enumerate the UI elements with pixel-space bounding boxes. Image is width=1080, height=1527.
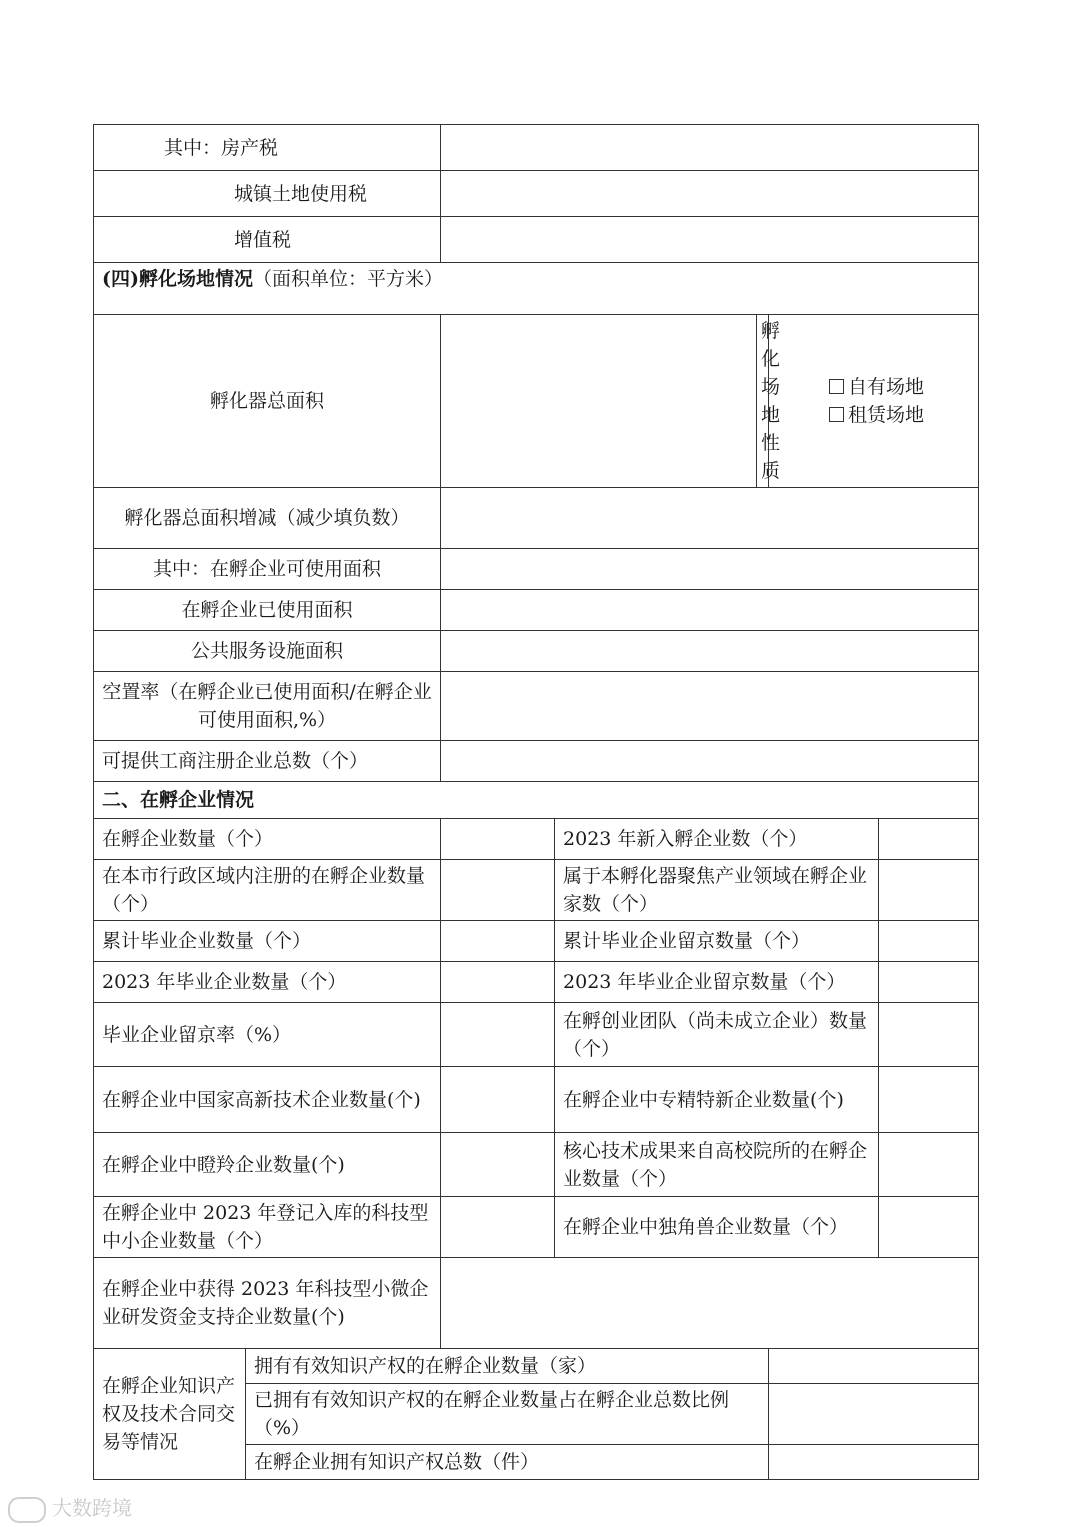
- label-usable-area: 其中：在孵企业可使用面积: [94, 549, 441, 590]
- value-property-tax[interactable]: [441, 125, 979, 171]
- pair-label-right: 核心技术成果来自高校院所的在孵企业数量（个）: [555, 1133, 879, 1197]
- value-ip-item[interactable]: [769, 1384, 979, 1445]
- value-ip-item[interactable]: [769, 1445, 979, 1480]
- pair-value-left[interactable]: [441, 962, 555, 1003]
- pair-label-right: 在孵企业中专精特新企业数量(个): [555, 1067, 879, 1133]
- pair-value-right[interactable]: [879, 962, 979, 1003]
- option-lease-label: 租赁场地: [848, 404, 925, 426]
- value-used-area[interactable]: [441, 590, 979, 631]
- label-ip-item: 已拥有有效知识产权的在孵企业数量占在孵企业总数比例（%）: [246, 1384, 769, 1445]
- label-rd-support: 在孵企业中获得 2023 年科技型小微企业研发资金支持企业数量(个): [94, 1258, 441, 1349]
- value-vacancy-rate[interactable]: [441, 672, 979, 741]
- label-ip-item: 在孵企业拥有知识产权总数（件）: [246, 1445, 769, 1480]
- report-table: [93, 124, 979, 1480]
- label-public-area: 公共服务设施面积: [94, 631, 441, 672]
- pair-label-left: 在本市行政区域内注册的在孵企业数量（个）: [94, 860, 441, 921]
- section-site-title-unit: （面积单位：平方米）: [252, 268, 443, 290]
- pair-label-left: 毕业企业留京率（%）: [94, 1003, 441, 1067]
- value-registrable-count[interactable]: [441, 741, 979, 782]
- value-rd-support[interactable]: [441, 1258, 979, 1349]
- pair-value-left[interactable]: [441, 1003, 555, 1067]
- option-own-site[interactable]: [829, 373, 970, 401]
- value-total-area[interactable]: [441, 315, 757, 488]
- pair-value-right[interactable]: [879, 1197, 979, 1258]
- value-vat[interactable]: [441, 217, 979, 263]
- value-area-change[interactable]: [441, 488, 979, 549]
- section-site-title-bold: (四)孵化场地情况: [102, 268, 253, 290]
- value-ip-item[interactable]: [769, 1349, 979, 1384]
- value-public-area[interactable]: [441, 631, 979, 672]
- value-usable-area[interactable]: [441, 549, 979, 590]
- label-area-change: 孵化器总面积增减（减少填负数）: [94, 488, 441, 549]
- pair-value-right[interactable]: [879, 1067, 979, 1133]
- option-own-label: 自有场地: [848, 376, 925, 398]
- value-land-tax[interactable]: [441, 171, 979, 217]
- pair-label-left: 在孵企业中 2023 年登记入库的科技型中小企业数量（个）: [94, 1197, 441, 1258]
- label-total-area: 孵化器总面积: [94, 315, 441, 488]
- pair-label-left: 2023 年毕业企业数量（个）: [94, 962, 441, 1003]
- pair-value-left[interactable]: [441, 1067, 555, 1133]
- pair-label-left: 在孵企业中瞪羚企业数量(个): [94, 1133, 441, 1197]
- site-nature-options: [769, 315, 979, 488]
- pair-label-right: 2023 年毕业企业留京数量（个）: [555, 962, 879, 1003]
- label-property-tax: 其中：房产税: [94, 125, 441, 171]
- pair-value-left[interactable]: [441, 921, 555, 962]
- pair-label-right: 在孵企业中独角兽企业数量（个）: [555, 1197, 879, 1258]
- pair-value-right[interactable]: [879, 860, 979, 921]
- pair-label-right: 2023 年新入孵企业数（个）: [555, 819, 879, 860]
- pair-value-right[interactable]: [879, 1133, 979, 1197]
- checkbox-lease-icon[interactable]: [829, 407, 844, 422]
- pair-label-right: 在孵创业团队（尚未成立企业）数量（个）: [555, 1003, 879, 1067]
- watermark-text: 大数跨境: [52, 1496, 132, 1520]
- watermark-logo-icon: [8, 1497, 46, 1523]
- pair-label-right: 属于本孵化器聚焦产业领域在孵企业家数（个）: [555, 860, 879, 921]
- pair-value-right[interactable]: [879, 819, 979, 860]
- pair-label-left: 累计毕业企业数量（个）: [94, 921, 441, 962]
- label-used-area: 在孵企业已使用面积: [94, 590, 441, 631]
- pair-label-left: 在孵企业数量（个）: [94, 819, 441, 860]
- label-site-nature: 孵化场地性质: [757, 315, 769, 488]
- label-vacancy-rate: 空置率（在孵企业已使用面积/在孵企业可使用面积,%）: [94, 672, 441, 741]
- label-registrable-count: 可提供工商注册企业总数（个）: [94, 741, 441, 782]
- label-ip-group: 在孵企业知识产权及技术合同交易等情况: [94, 1349, 246, 1480]
- pair-label-right: 累计毕业企业留京数量（个）: [555, 921, 879, 962]
- pair-label-left: 在孵企业中国家高新技术企业数量(个): [94, 1067, 441, 1133]
- pair-value-right[interactable]: [879, 1003, 979, 1067]
- pair-value-left[interactable]: [441, 860, 555, 921]
- label-land-tax: 城镇土地使用税: [94, 171, 441, 217]
- section-site-title: [94, 263, 979, 315]
- option-lease-site[interactable]: [829, 401, 970, 429]
- section-incubated-title: 二、在孵企业情况: [94, 782, 979, 819]
- label-ip-item: 拥有有效知识产权的在孵企业数量（家）: [246, 1349, 769, 1384]
- label-vat: 增值税: [94, 217, 441, 263]
- pair-value-right[interactable]: [879, 921, 979, 962]
- watermark: [8, 1492, 132, 1523]
- pair-value-left[interactable]: [441, 819, 555, 860]
- pair-value-left[interactable]: [441, 1197, 555, 1258]
- pair-value-left[interactable]: [441, 1133, 555, 1197]
- checkbox-own-icon[interactable]: [829, 379, 844, 394]
